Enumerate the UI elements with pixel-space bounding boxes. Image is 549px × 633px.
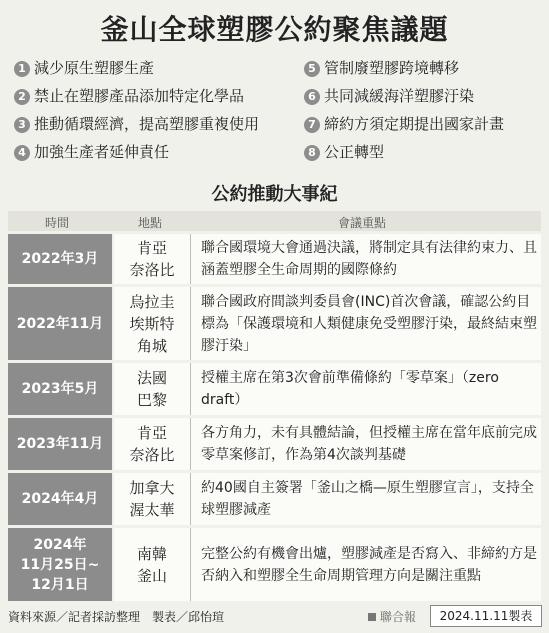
number-badge: 3 [14,117,30,133]
footer [8,605,541,627]
table-row [8,231,541,284]
row-place: 肯亞 奈洛比 [114,234,191,284]
row-date: 2022年3月 [8,234,112,284]
row-place: 加拿大 渥太華 [114,473,191,525]
publisher: 聯合報 [368,608,416,625]
row-note: 授權主席在第3次會前準備條約「零草案」（zero draft） [191,363,541,415]
row-note: 完整公約有機會出爐，塑膠減產是否寫入、非締約方是否納入和塑膠全生命周期管理方向是關注重點 [191,528,541,601]
header-note: 會議重點 [338,216,387,230]
table-row [8,525,541,601]
row-note: 各方角力，未有具體結論，但授權主席在當年底前完成零草案修訂，作為第4次談判基礎 [191,418,541,470]
row-date: 2023年5月 [8,363,112,415]
issue-item [304,86,474,106]
header-place: 地點 [138,216,163,230]
number-badge: 7 [304,117,320,133]
row-date: 2023年11月 [8,418,112,470]
table-header [8,211,541,231]
table-row [8,415,541,470]
row-note: 約40國自主簽署「釜山之橋—原生塑膠宣言」，支持全球塑膠減產 [191,473,541,525]
issue-text: 管制廢塑膠跨境轉移 [324,59,460,77]
issue-item [304,142,384,162]
number-badge: 5 [304,61,320,77]
row-date: 2024年 11月25日~ 12月1日 [8,528,112,601]
timeline-title: 公約推動大事紀 [211,184,338,205]
issue-item [14,114,259,134]
issue-item [304,58,459,78]
table-row [8,470,541,525]
source-credit: 資料來源／記者採訪整理 製表／邱怡瑄 [8,610,225,624]
header-time: 時間 [45,216,70,230]
issue-item [14,58,154,78]
row-date: 2024年4月 [8,473,112,525]
issue-text: 加強生產者延伸責任 [34,143,170,161]
date-stamp: 2024.11.11製表 [430,605,542,627]
issue-item [14,86,244,106]
number-badge: 8 [304,145,320,161]
issue-text: 推動循環經濟，提高塑膠重複使用 [34,115,260,133]
number-badge: 6 [304,89,320,105]
issue-text: 減少原生塑膠生產 [34,59,155,77]
number-badge: 2 [14,89,30,105]
row-note: 聯合國環境大會通過決議，將制定具有法律約束力、且涵蓋塑膠全生命周期的國際條約 [191,234,541,284]
row-place: 南韓 釜山 [114,528,191,601]
row-place: 法國 巴黎 [114,363,191,415]
issue-text: 禁止在塑膠產品添加特定化學品 [34,87,245,105]
page-title: 釜山全球塑膠公約聚焦議題 [100,13,449,46]
table-row [8,360,541,415]
issue-item [14,142,169,162]
row-date: 2022年11月 [8,287,112,360]
number-badge: 4 [14,145,30,161]
row-place: 肯亞 奈洛比 [114,418,191,470]
issue-text: 公正轉型 [324,143,385,161]
issue-text: 締約方須定期提出國家計畫 [324,115,505,133]
row-place: 烏拉圭 埃斯特 角城 [114,287,191,360]
issue-text: 共同減緩海洋塑膠汙染 [324,87,475,105]
publisher-icon [368,613,376,621]
table-row [8,284,541,360]
issue-item [304,114,504,134]
row-note: 聯合國政府間談判委員會(INC)首次會議，確認公約目標為「保護環境和人類健康免受塑膠汙染，最終結束塑膠汙染」 [191,287,541,360]
number-badge: 1 [14,61,30,77]
